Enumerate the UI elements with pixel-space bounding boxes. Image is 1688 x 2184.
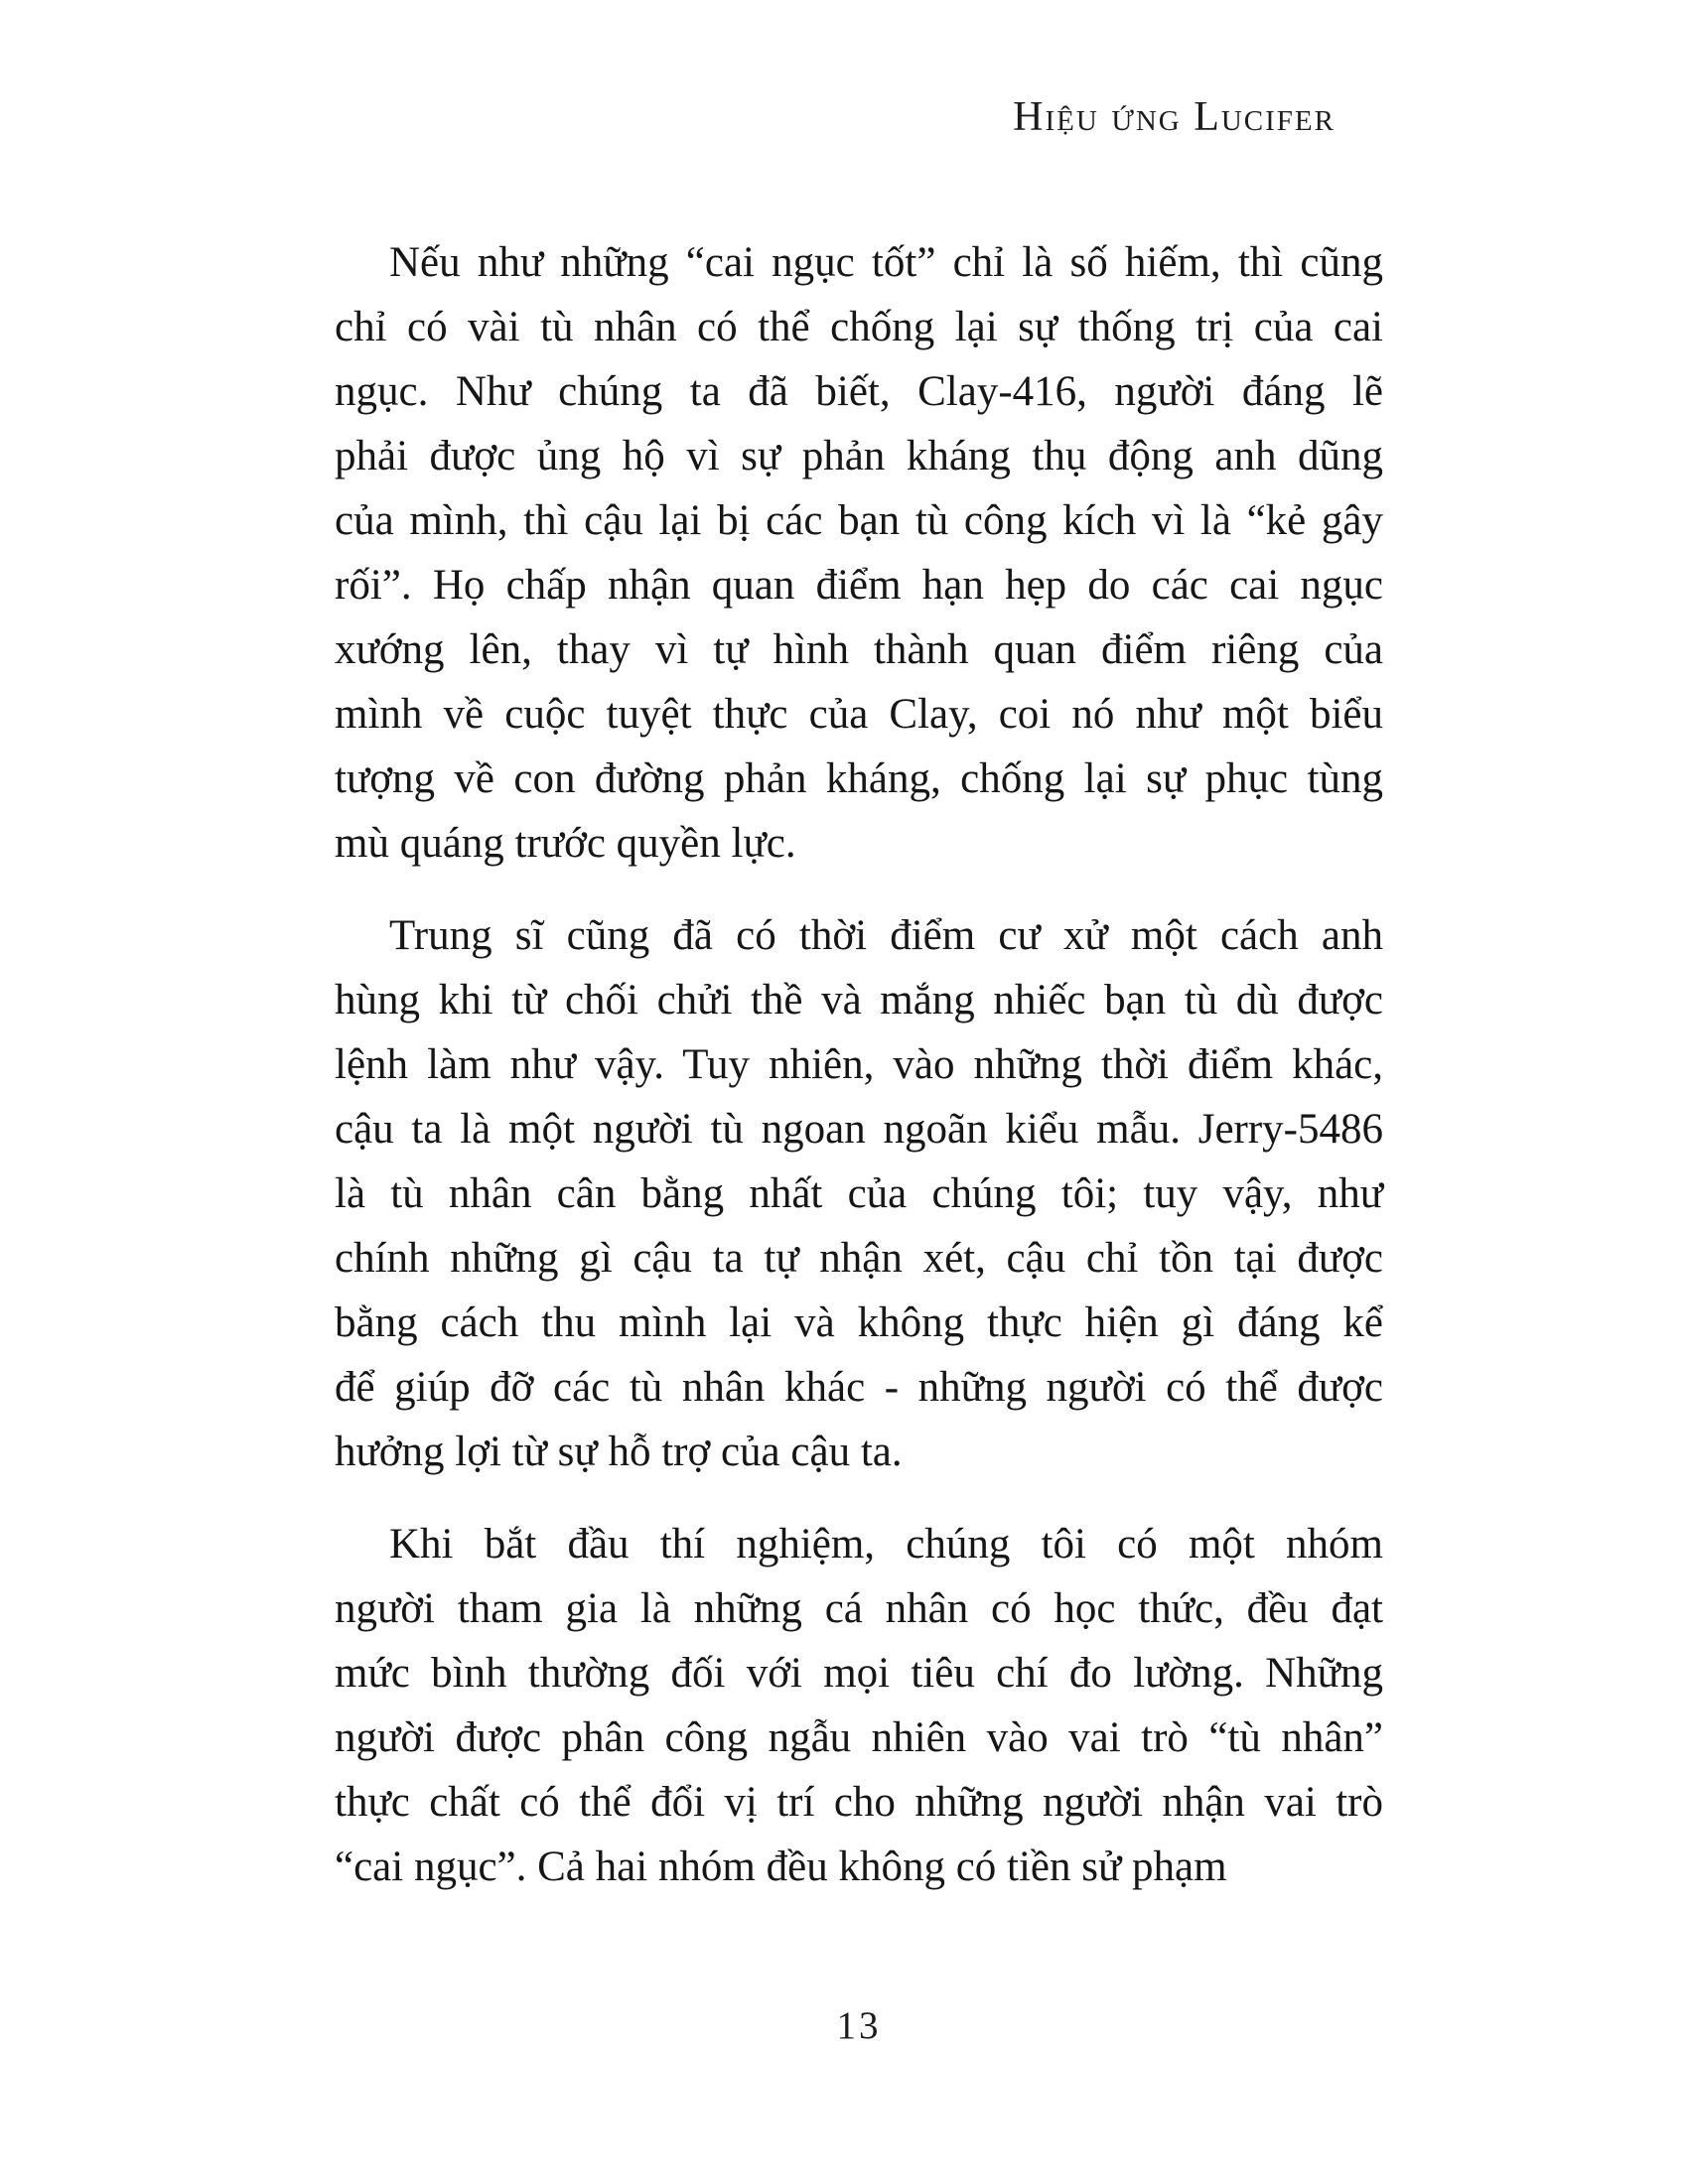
text-line: Trung sĩ cũng đã có thời điểm cư xử một cách anh — [389, 912, 1383, 959]
text-line: là tù nhân cân bằng nhất của chúng tôi; tuy vậy, như — [335, 1170, 1383, 1217]
running-header: Hiệu ứng Lucifer — [1013, 94, 1336, 140]
text-line: “cai ngục”. Cả hai nhóm đều không có tiền sử phạm — [335, 1843, 1227, 1890]
text-line: hưởng lợi từ sự hỗ trợ của cậu ta. — [335, 1429, 903, 1475]
text-line: rối”. Họ chấp nhận quan điểm hạn hẹp do các cai ngục — [335, 562, 1383, 609]
text-block — [335, 230, 1383, 1899]
text-line: mù quáng trước quyền lực. — [335, 820, 796, 867]
text-line: Khi bắt đầu thí nghiệm, chúng tôi có một nhóm — [389, 1521, 1383, 1568]
text-line: bằng cách thu mình lại và không thực hiện gì đáng kể — [335, 1299, 1383, 1346]
text-line: người được phân công ngẫu nhiên vào vai trò “tù nhân” — [335, 1714, 1383, 1761]
paragraph — [335, 903, 1383, 1484]
text-line: ngục. Như chúng ta đã biết, Clay-416, người đáng lẽ — [335, 368, 1383, 415]
text-line: phải được ủng hộ vì sự phản kháng thụ động anh dũng — [335, 433, 1383, 479]
text-line: Nếu như những “cai ngục tốt” chỉ là số hiếm, thì cũng — [389, 239, 1383, 286]
text-line: người tham gia là những cá nhân có học thức, đều đạt — [335, 1585, 1383, 1632]
paragraph — [335, 230, 1383, 876]
text-line: chính những gì cậu ta tự nhận xét, cậu chỉ tồn tại được — [335, 1235, 1383, 1282]
page-number: 13 — [836, 2004, 882, 2047]
text-line: của mình, thì cậu lại bị các bạn tù công kích vì là “kẻ gây — [335, 497, 1383, 544]
text-line: thực chất có thể đổi vị trí cho những người nhận vai trò — [335, 1779, 1383, 1826]
text-line: chỉ có vài tù nhân có thể chống lại sự thống trị của cai — [335, 304, 1383, 350]
text-line: để giúp đỡ các tù nhân khác - những người có thể được — [335, 1364, 1383, 1411]
text-line: tượng về con đường phản kháng, chống lại sự phục tùng — [335, 755, 1383, 802]
text-line: cậu ta là một người tù ngoan ngoãn kiểu mẫu. Jerry-5486 — [335, 1106, 1383, 1153]
text-line: xướng lên, thay vì tự hình thành quan điểm riêng của — [335, 626, 1383, 673]
text-line: lệnh làm như vậy. Tuy nhiên, vào những thời điểm khác, — [335, 1041, 1383, 1088]
paragraph — [335, 1512, 1383, 1899]
text-line: hùng khi từ chối chửi thề và mắng nhiếc bạn tù dù được — [335, 977, 1383, 1024]
text-line: mình về cuộc tuyệt thực của Clay, coi nó như một biểu — [335, 691, 1383, 738]
text-line: mức bình thường đối với mọi tiêu chí đo lường. Những — [335, 1650, 1383, 1697]
